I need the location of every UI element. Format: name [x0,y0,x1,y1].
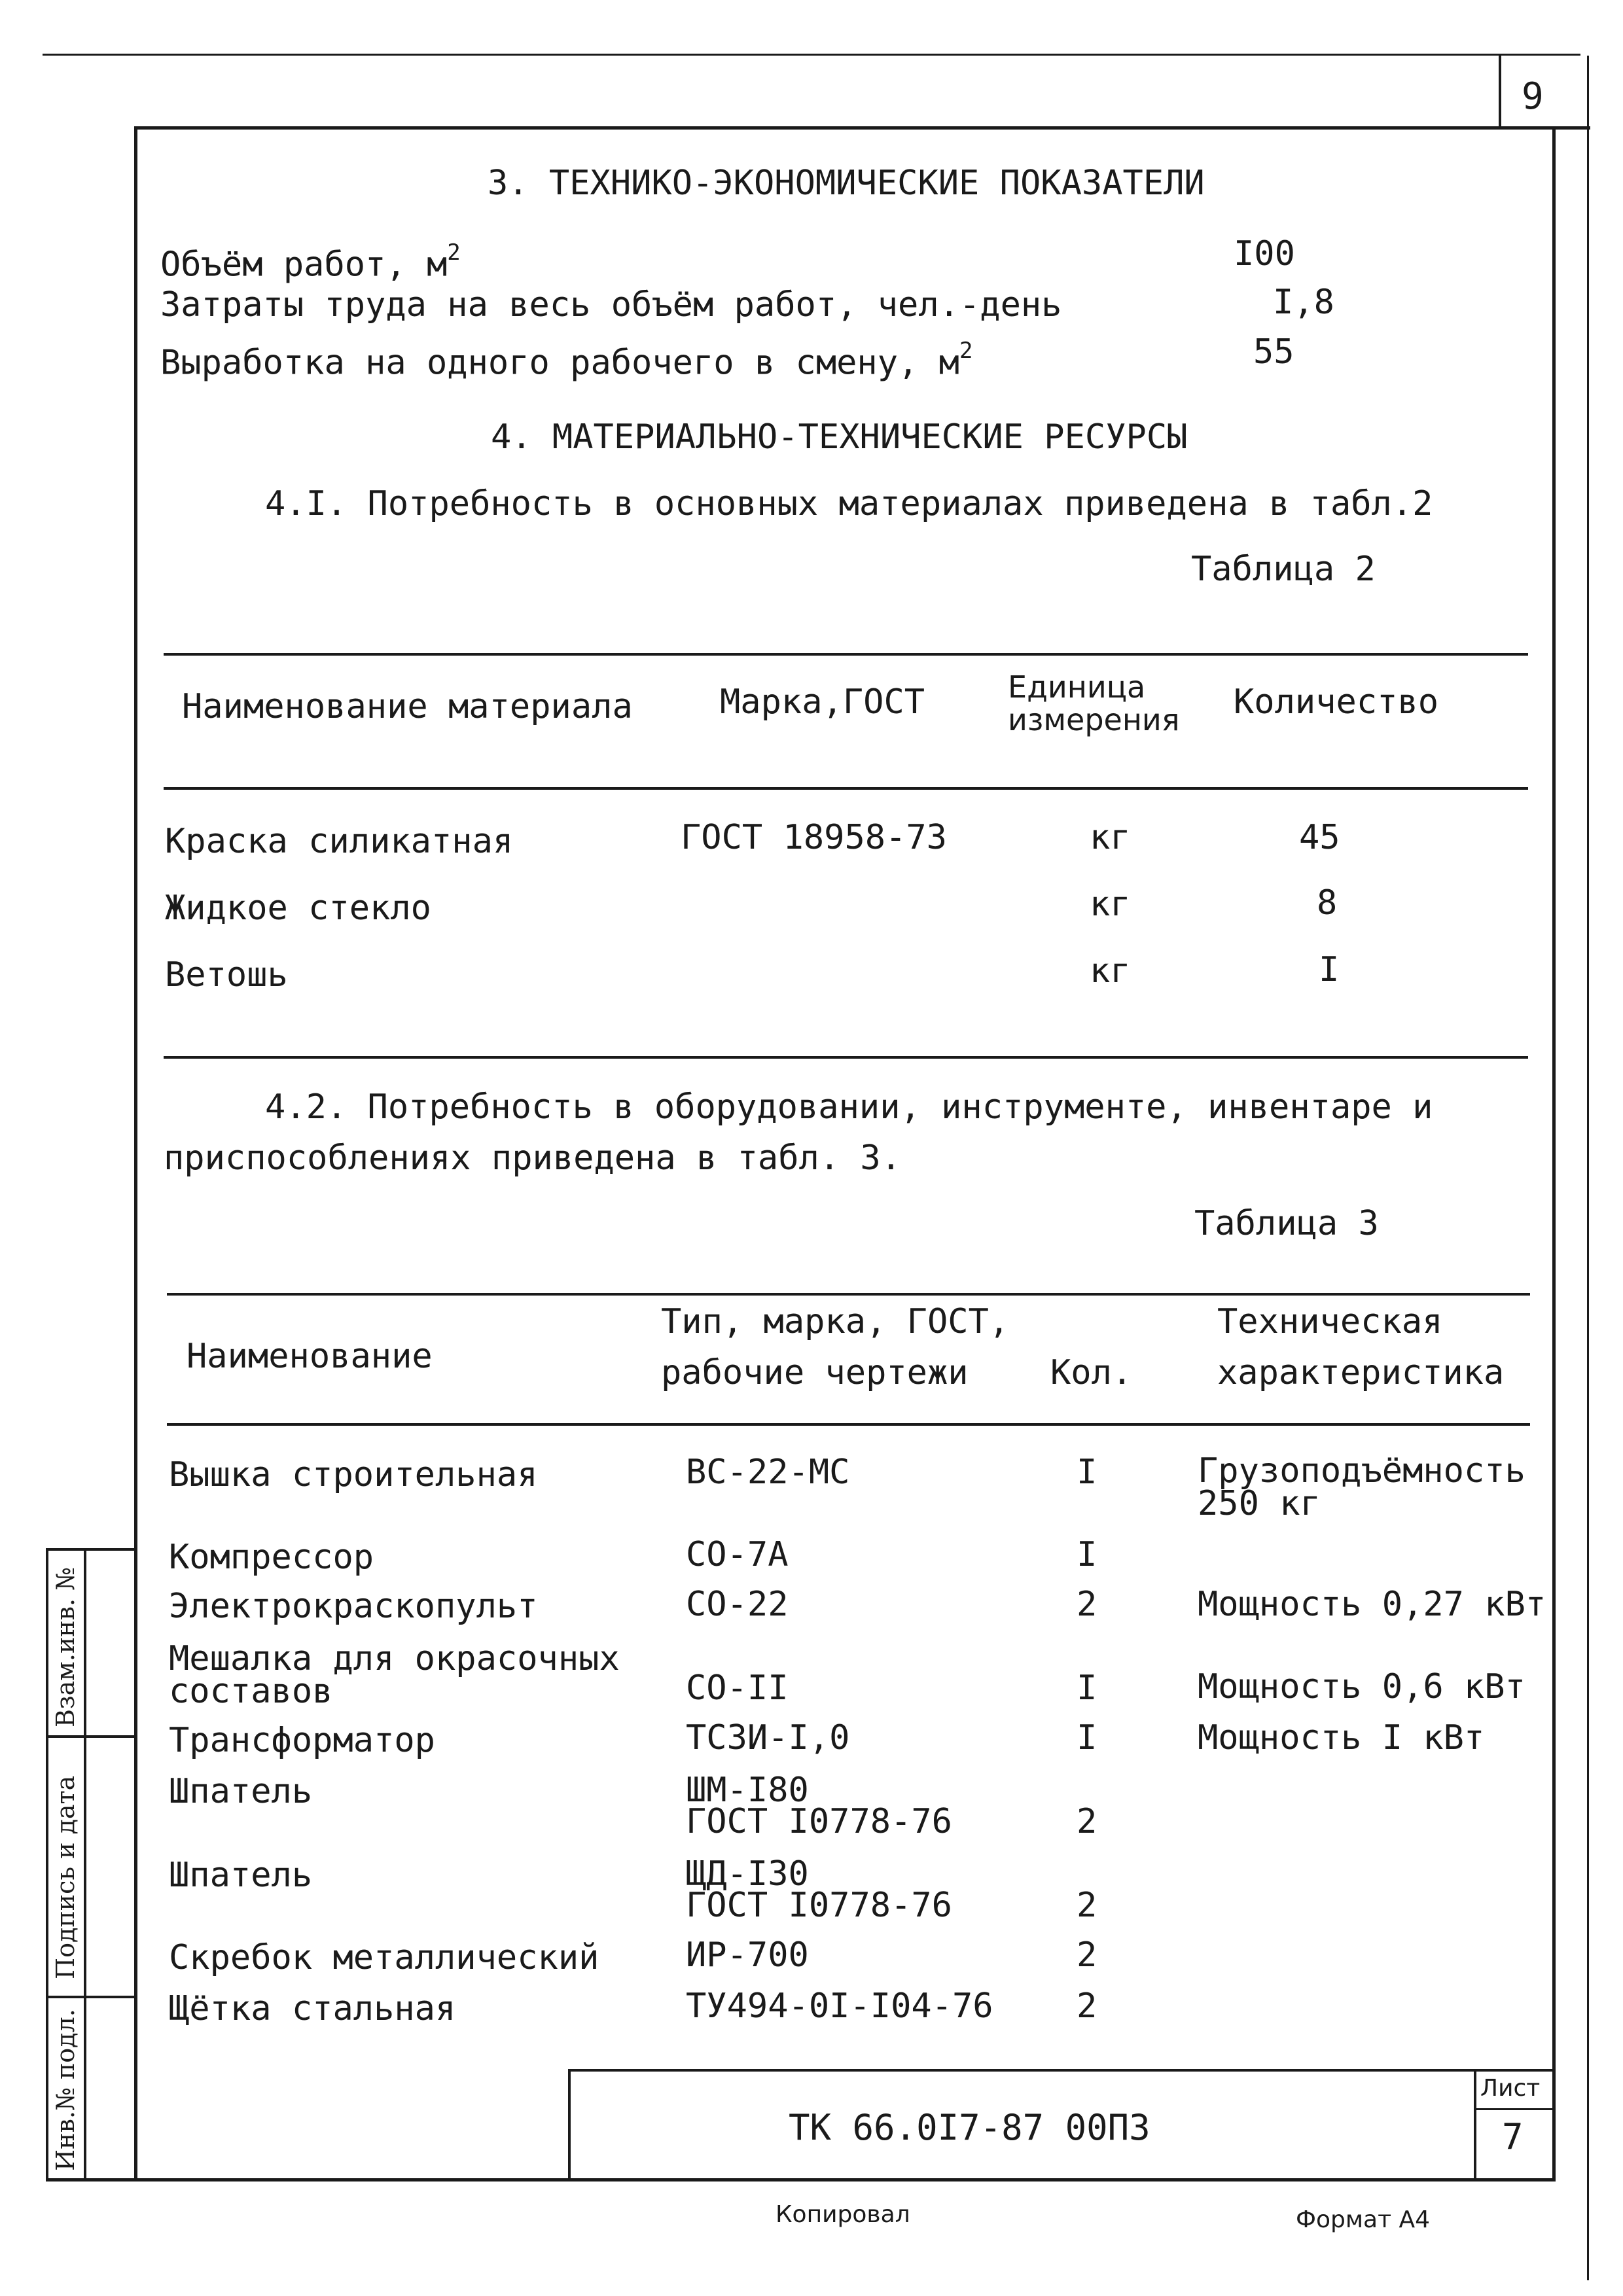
frame-top [134,126,1590,130]
frame-right [1552,126,1556,2181]
indicator-label: Затраты труда на весь объём работ, чел.-день [160,285,1062,325]
table2-cell-mark: ГОСТ 18958-73 [681,818,947,857]
sheet-number: 7 [1502,2116,1524,2157]
top-edge-line [43,54,1580,56]
table2-cell-name: Жидкое стекло [165,889,431,928]
title-block-left [568,2069,571,2180]
indicator-value: 55 [1253,332,1294,372]
side-stamp-podpis: Подпись и дата [51,1775,80,1979]
table3-cell-type: ЩД-I30 [686,1854,809,1894]
table3-cell-spec: Мощность 0,6 кВт [1198,1667,1525,1706]
table3-cell-type: СО-II [686,1669,789,1708]
section3-title: 3. ТЕХНИКО-ЭКОНОМИЧЕСКИЕ ПОКАЗАТЕЛИ [488,164,1205,203]
table3-header-type-2: рабочие чертежи [661,1353,969,1392]
table3-header-spec-1: Техническая [1217,1302,1443,1341]
table3-cell-type: ИР-700 [686,1935,809,1975]
table3-cell-qty: I [1077,1535,1097,1574]
table3-header-type-1: Тип, марка, ГОСТ, [661,1302,1010,1341]
table3-cell-type2: ГОСТ I0778-76 [686,1802,952,1841]
document-code: ТК 66.0I7-87 00ПЗ [789,2107,1150,2148]
table2-cell-unit: кг [1090,885,1131,924]
table3-cell-name: Мешалка для окрасочных [169,1639,620,1678]
side-stamp-inner [84,1549,86,2181]
table2-header-qty: Количество [1234,682,1439,722]
table3-cell-name: Трансформатор [169,1721,435,1760]
paragraph-4-2-line2: приспособлениях приведена в табл. 3. [164,1139,902,1178]
table3-header-qty: Кол. [1050,1353,1133,1392]
side-stamp-inv: Инв.№ подл. [51,2009,80,2171]
table3-cell-qty: 2 [1077,1886,1097,1925]
table3-cell-qty: I [1077,1453,1097,1492]
paragraph-4-1: 4.I. Потребность в основных материалах приведена в табл.2 [265,484,1433,523]
table3-cell-type: ШМ-I80 [686,1771,809,1810]
title-block-sheet-sep [1474,2069,1476,2180]
indicator-sup: 2 [959,338,973,364]
table2-header-unit-2: измерения [1008,702,1180,737]
side-stamp-sep1 [46,1735,136,1738]
table3-cell-type: СО-22 [686,1585,789,1624]
outer-right-edge [1587,56,1589,2280]
side-stamp-left [46,1549,48,2181]
table2-bottom-rule [164,1056,1528,1059]
indicator-value: I,8 [1273,283,1334,322]
table2-header-name: Наименование материала [182,687,633,726]
table2-cell-qty: I [1319,950,1340,989]
table3-cell-spec: Мощность 0,27 кВт [1198,1585,1546,1624]
table3-cell-type2: ГОСТ I0778-76 [686,1886,952,1925]
table2-header-rule [164,787,1528,790]
title-block-sheet-label-rule [1474,2108,1554,2110]
side-stamp-sep2 [46,1996,136,1998]
table2-header-unit-1: Единица [1008,669,1146,705]
table3-top-rule [167,1293,1530,1296]
indicator-label: Объём работ, м [160,245,448,285]
table3-cell-qty: 2 [1077,1987,1097,2026]
indicator-row [160,237,461,284]
table3-cell-type: ВС-22-МС [686,1453,850,1492]
table2-cell-qty: 45 [1299,818,1340,857]
table3-cell-spec: Грузоподъёмность [1198,1451,1525,1491]
table3-cell-name2: составов [169,1672,333,1711]
table3-cell-name: Электрокраскопульт [169,1587,538,1626]
table3-cell-name: Шпатель [169,1772,313,1811]
footer-format: Формат А4 [1296,2206,1431,2233]
frame-left [134,126,137,2181]
table3-cell-name: Вышка строительная [169,1455,538,1494]
section4-title: 4. МАТЕРИАЛЬНО-ТЕХНИЧЕСКИЕ РЕСУРСЫ [491,417,1188,457]
title-block-top [568,2069,1553,2072]
table3-cell-name: Компрессор [169,1538,374,1577]
table2-cell-name: Краска силикатная [165,822,514,861]
page-no-box-left [1499,54,1501,129]
indicator-sup: 2 [447,239,461,266]
indicator-row [160,285,1062,325]
page-number: 9 [1522,75,1544,118]
paragraph-4-2-line1: 4.2. Потребность в оборудовании, инструменте, инвентаре и [265,1087,1433,1127]
table3-cell-type: СО-7А [686,1535,789,1574]
frame-bottom [46,2178,1556,2181]
table3-cell-spec2: 250 кг [1198,1484,1321,1523]
table2-top-rule [164,653,1528,656]
table3-cell-name: Щётка стальная [169,1989,456,2028]
table3-header-name: Наименование [187,1337,433,1376]
table3-cell-qty: 2 [1077,1802,1097,1841]
table3-caption: Таблица 3 [1194,1204,1379,1243]
table3-cell-type: ТУ494-0I-I04-76 [686,1987,993,2026]
table2-header-mark: Марка,ГОСТ [720,682,925,722]
side-stamp-top [46,1548,136,1551]
table3-cell-qty: I [1077,1718,1097,1757]
table3-cell-qty: I [1077,1669,1097,1708]
table3-cell-name: Шпатель [169,1856,313,1895]
indicator-value: I00 [1234,234,1295,274]
table2-cell-unit: кг [1090,951,1131,991]
table3-cell-qty: 2 [1077,1935,1097,1975]
table3-cell-type: ТСЗИ-I,0 [686,1718,850,1757]
table3-header-rule [167,1423,1530,1426]
table2-cell-name: Ветошь [165,955,288,995]
sheet-label: Лист [1480,2075,1541,2102]
table3-cell-name: Скребок металлический [169,1938,599,1977]
table2-cell-qty: 8 [1317,883,1338,923]
side-stamp-vzam: Взам.инв. № [51,1566,80,1727]
footer-copied: Копировал [776,2201,910,2228]
table2-caption: Таблица 2 [1191,550,1376,589]
table3-header-spec-2: характеристика [1217,1353,1505,1392]
table3-cell-qty: 2 [1077,1585,1097,1624]
table3-cell-spec: Мощность I кВт [1198,1718,1485,1757]
table2-cell-unit: кг [1090,818,1131,857]
indicator-row [160,335,972,382]
indicator-label: Выработка на одного рабочего в смену, м [160,343,959,383]
